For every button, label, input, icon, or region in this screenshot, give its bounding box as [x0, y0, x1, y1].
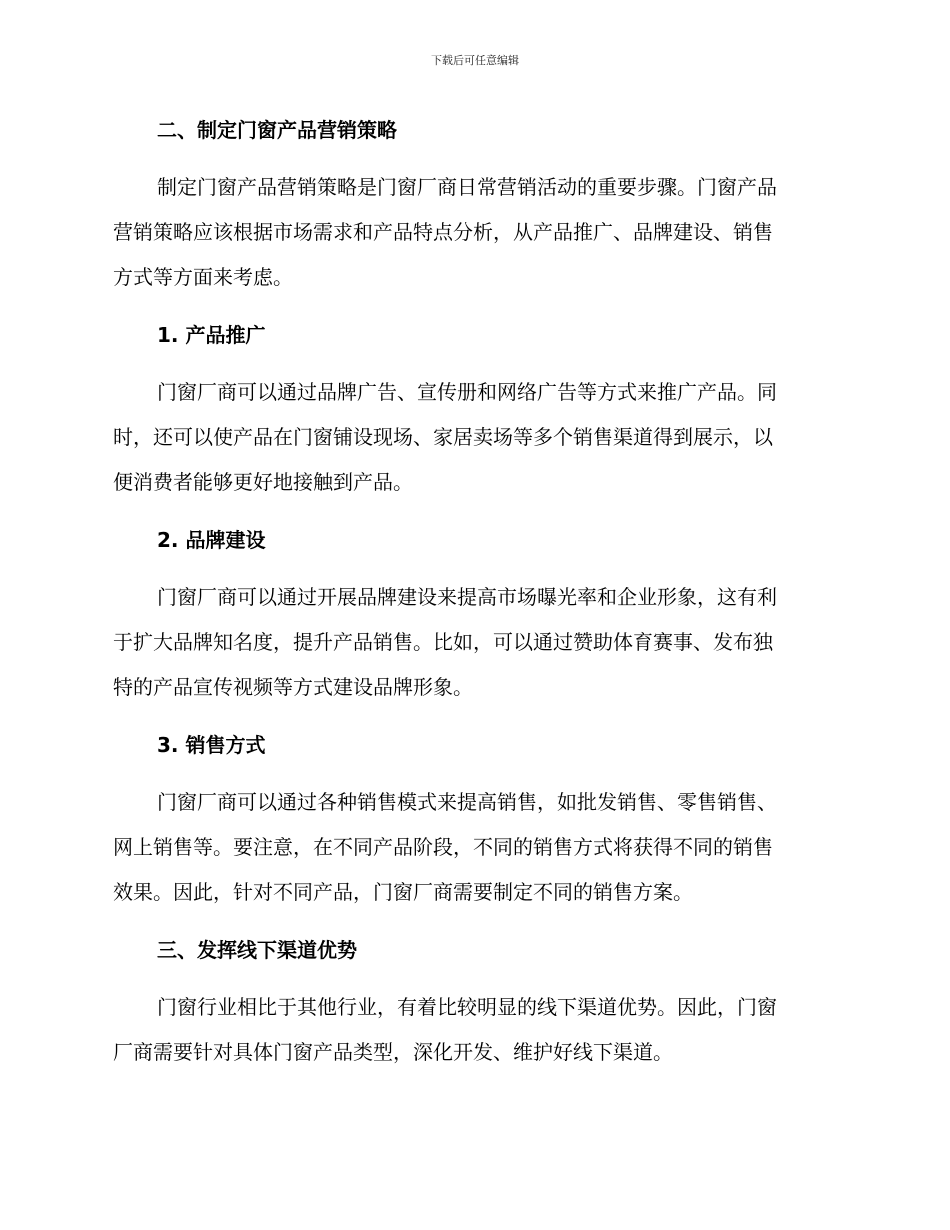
paragraph-line: 特的产品宣传视频等方式建设品牌形象。 [113, 675, 473, 699]
paragraph-line: 便消费者能够更好地接触到产品。 [113, 470, 413, 494]
section-heading: 1. 产品推广 [157, 323, 266, 347]
paragraph-line: 效果。因此，针对不同产品，门窗厂商需要制定不同的销售方案。 [113, 880, 693, 904]
paragraph-line: 门窗厂商可以通过各种销售模式来提高销售，如批发销售、零售销售、 [157, 790, 777, 814]
section-paragraph [113, 370, 829, 505]
paragraph-line: 制定门窗产品营销策略是门窗厂商日常营销活动的重要步骤。门窗产品 [157, 175, 777, 199]
paragraph-line: 门窗厂商可以通过开展品牌建设来提高市场曝光率和企业形象，这有利 [157, 585, 777, 609]
section-heading: 2. 品牌建设 [157, 528, 266, 552]
paragraph-line: 厂商需要针对具体门窗产品类型，深化开发、维护好线下渠道。 [113, 1040, 673, 1064]
paragraph-line: 时，还可以使产品在门窗铺设现场、家居卖场等多个销售渠道得到展示，以 [113, 425, 773, 449]
section-heading: 三、发挥线下渠道优势 [157, 938, 357, 962]
paragraph-line: 方式等方面来考虑。 [113, 265, 293, 289]
section-paragraph [113, 165, 829, 300]
section-heading: 二、制定门窗产品营销策略 [157, 118, 397, 142]
page-header-note: 下载后可任意编辑 [431, 54, 519, 67]
paragraph-line: 于扩大品牌知名度，提升产品销售。比如，可以通过赞助体育赛事、发布独 [113, 630, 773, 654]
section-paragraph [113, 780, 829, 915]
paragraph-line: 门窗行业相比于其他行业，有着比较明显的线下渠道优势。因此，门窗 [157, 995, 777, 1019]
section-paragraph [113, 985, 829, 1075]
paragraph-line: 门窗厂商可以通过品牌广告、宣传册和网络广告等方式来推广产品。同 [157, 380, 777, 404]
document-body [113, 108, 829, 1075]
section-paragraph [113, 575, 829, 710]
section-heading: 3. 销售方式 [157, 733, 266, 757]
paragraph-line: 网上销售等。要注意，在不同产品阶段，不同的销售方式将获得不同的销售 [113, 835, 773, 859]
paragraph-line: 营销策略应该根据市场需求和产品特点分析，从产品推广、品牌建设、销售 [113, 220, 773, 244]
